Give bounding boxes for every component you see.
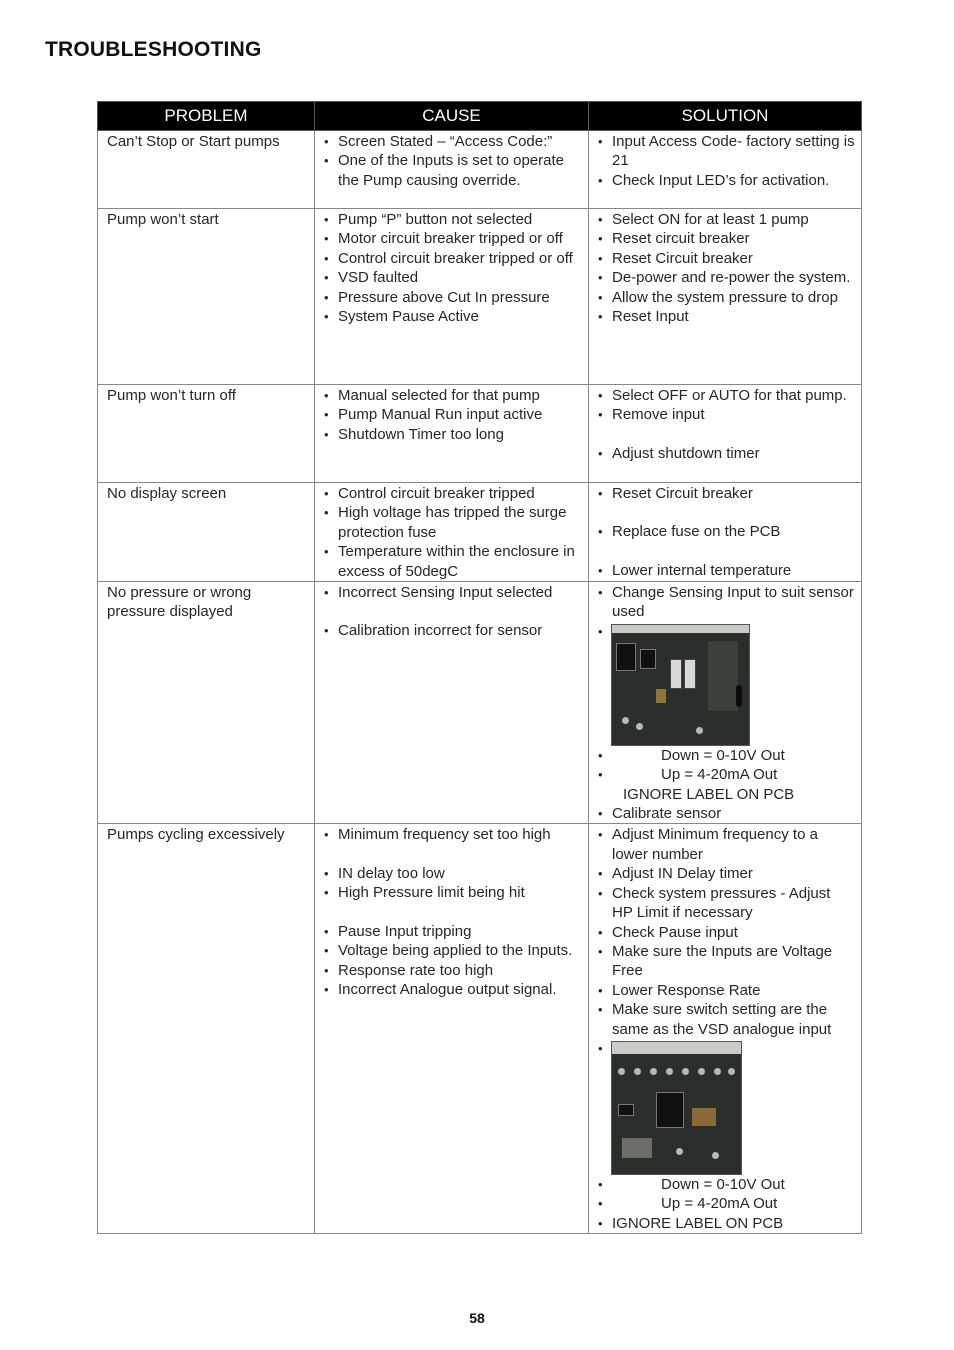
cause-item: • Pump Manual Run input active <box>324 405 582 424</box>
cause-cell <box>315 483 589 582</box>
solution-item: • Down = 0-10V Out <box>598 746 855 765</box>
cause-item: • Incorrect Analogue output signal. <box>324 980 582 999</box>
problem-cell: Pumps cycling excessively <box>98 824 315 1234</box>
cause-cell <box>315 582 589 824</box>
solution-cell <box>589 582 862 824</box>
cause-cell <box>315 131 589 209</box>
table-row <box>98 131 862 209</box>
solution-item: • Allow the system pressure to drop <box>598 288 855 307</box>
solution-item: • Lower Response Rate <box>598 981 855 1000</box>
solution-item: • Calibrate sensor <box>598 804 855 823</box>
solution-item: • Down = 0-10V Out <box>598 1175 855 1194</box>
table-row <box>98 483 862 582</box>
cause-item: • VSD faulted <box>324 268 582 287</box>
solution-item: • Reset Circuit breaker <box>598 484 855 503</box>
problem-cell: No display screen <box>98 483 315 582</box>
cause-item: • IN delay too low <box>324 864 582 883</box>
cause-cell <box>315 209 589 385</box>
solution-item: • Select OFF or AUTO for that pump. <box>598 386 855 405</box>
cause-item: • Control circuit breaker tripped <box>324 484 582 503</box>
problem-cell: Pump won’t start <box>98 209 315 385</box>
solution-item: • IGNORE LABEL ON PCB <box>598 1214 855 1233</box>
solution-item: • Adjust Minimum frequency to a lower number <box>598 825 855 864</box>
cause-item: • Pressure above Cut In pressure <box>324 288 582 307</box>
solution-cell <box>589 385 862 483</box>
table-row <box>98 385 862 483</box>
header-solution: SOLUTION <box>589 102 862 131</box>
solution-cell <box>589 131 862 209</box>
problem-cell: Pump won’t turn off <box>98 385 315 483</box>
cause-item: • Pump “P” button not selected <box>324 210 582 229</box>
solution-item: • De-power and re-power the system. <box>598 268 855 287</box>
header-problem: PROBLEM <box>98 102 315 131</box>
solution-item: • Up = 4-20mA Out <box>598 765 855 784</box>
solution-item: • Replace fuse on the PCB <box>598 522 855 541</box>
solution-item: • Reset Input <box>598 307 855 326</box>
solution-item: • Remove input <box>598 405 855 424</box>
solution-item: • Adjust IN Delay timer <box>598 864 855 883</box>
cause-item: • Response rate too high <box>324 961 582 980</box>
solution-item: • Reset Circuit breaker <box>598 249 855 268</box>
cause-item: • Minimum frequency set too high <box>324 825 582 844</box>
problem-cell: Can’t Stop or Start pumps <box>98 131 315 209</box>
problem-cell: No pressure or wrong pressure displayed <box>98 582 315 824</box>
solution-item: • Input Access Code- factory setting is 21 <box>598 132 855 171</box>
solution-item: • Lower internal temperature <box>598 561 855 580</box>
cause-item: • Calibration incorrect for sensor <box>324 621 582 640</box>
solution-cell <box>589 209 862 385</box>
solution-item: • Check Input LED’s for activation. <box>598 171 855 190</box>
cause-item: • One of the Inputs is set to operate the Pump causing override. <box>324 151 582 190</box>
table-row <box>98 824 862 1234</box>
cause-item: • Incorrect Sensing Input selected <box>324 583 582 602</box>
cause-item: • Manual selected for that pump <box>324 386 582 405</box>
pcb-photo-item <box>598 1039 855 1175</box>
cause-cell <box>315 385 589 483</box>
header-cause: CAUSE <box>315 102 589 131</box>
cause-item: • Temperature within the enclosure in excess of 50degC <box>324 542 582 581</box>
solution-item: • Make sure switch setting are the same as the VSD analogue input <box>598 1000 855 1039</box>
solution-item: IGNORE LABEL ON PCB <box>623 785 795 803</box>
solution-item: • Adjust shutdown timer <box>598 444 855 463</box>
cause-item: • Motor circuit breaker tripped or off <box>324 229 582 248</box>
solution-cell <box>589 483 862 582</box>
cause-item: • Pause Input tripping <box>324 922 582 941</box>
solution-cell <box>589 824 862 1234</box>
cause-item: • High Pressure limit being hit <box>324 883 582 902</box>
solution-item: • Check system pressures - Adjust HP Limit if necessary <box>598 884 855 923</box>
solution-item: • Check Pause input <box>598 923 855 942</box>
solution-item: • Make sure the Inputs are Voltage Free <box>598 942 855 981</box>
cause-item: • Shutdown Timer too long <box>324 425 582 444</box>
solution-item: • Reset circuit breaker <box>598 229 855 248</box>
cause-cell <box>315 824 589 1234</box>
cause-item: • High voltage has tripped the surge protection fuse <box>324 503 582 542</box>
pcb-photo-item <box>598 622 855 746</box>
pcb-terminal-photo <box>611 1041 742 1175</box>
solution-item: • Change Sensing Input to suit sensor used <box>598 583 855 622</box>
cause-item: • System Pause Active <box>324 307 582 326</box>
solution-item: • Up = 4-20mA Out <box>598 1194 855 1213</box>
cause-item: • Screen Stated – “Access Code:” <box>324 132 582 151</box>
page-title: TROUBLESHOOTING <box>45 38 262 61</box>
cause-item: • Voltage being applied to the Inputs. <box>324 941 582 960</box>
table-row <box>98 582 862 824</box>
table-row <box>98 209 862 385</box>
cause-item: • Control circuit breaker tripped or off <box>324 249 582 268</box>
solution-item: • Select ON for at least 1 pump <box>598 210 855 229</box>
table-header-row <box>98 102 862 131</box>
pcb-dip-switch-photo <box>611 624 750 746</box>
page-number: 58 <box>469 1310 485 1326</box>
troubleshooting-table <box>97 101 862 1234</box>
